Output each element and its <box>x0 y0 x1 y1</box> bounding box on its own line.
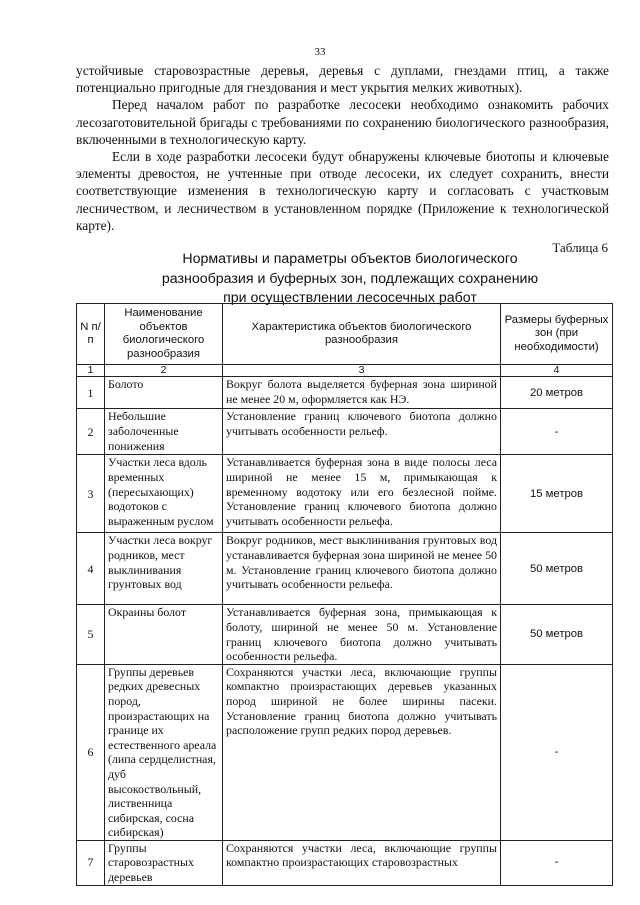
row-num: 3 <box>77 455 105 533</box>
table-row <box>77 840 613 885</box>
table-row <box>77 533 613 605</box>
header-num: N п/п <box>77 304 105 365</box>
row-desc: Устанавливается буферная зона в виде полосы леса шириной не менее 15 м, примыкающая к временному водотоку или его безлесной пойме. Установление границ ключевого биотопа должно учитывать особенности рельефа. <box>223 455 501 533</box>
table-title: Нормативы и параметры объектов биологического разнообразия и буферных зон, подлежащих сохранению при осуществлении лесосечных работ <box>161 251 539 306</box>
row-size: - <box>501 664 613 840</box>
page-number: 33 <box>314 46 326 58</box>
row-size: - <box>501 840 613 885</box>
body-text <box>76 62 609 234</box>
col-index: 1 <box>77 365 105 377</box>
column-index-row <box>77 365 613 377</box>
paragraph-3: Если в ходе разработки лесосеки будут обнаружены ключевые биотопы и ключевые элементы древостоя, не учтенные при отводе лесосеки, их следует сохранить, внести соответствующие изменения в технологическую карту и согласовать с участковым лесничеством, и лесничеством в установленном порядке (Приложение к технологической карте). <box>76 149 609 233</box>
row-num: 7 <box>77 840 105 885</box>
table-row <box>77 409 613 455</box>
row-desc: Вокруг болота выделяется буферная зона шириной не менее 20 м, оформляется как НЭ. <box>223 377 501 409</box>
row-num: 2 <box>77 409 105 455</box>
col-index: 4 <box>501 365 613 377</box>
norms-table <box>76 303 613 886</box>
row-size: 50 метров <box>501 533 613 605</box>
row-size: 50 метров <box>501 605 613 664</box>
row-desc: Сохраняются участки леса, включающие группы компактно произрастающих старовозрастных <box>223 840 501 885</box>
row-name: Участки леса вдоль временных (пересыхающих) водотоков с выраженным руслом <box>105 455 223 533</box>
table-row <box>77 605 613 664</box>
row-size: - <box>501 409 613 455</box>
table-row <box>77 455 613 533</box>
row-num: 1 <box>77 377 105 409</box>
row-name: Участки леса вокруг родников, мест выклинивания грунтовых вод <box>105 533 223 605</box>
header-desc: Характеристика объектов биологического разнообразия <box>223 304 501 365</box>
table-label: Таблица 6 <box>552 240 608 255</box>
paragraph-2: Перед началом работ по разработке лесосеки необходимо ознакомить рабочих лесозаготовительной бригады с требованиями по сохранению биологического разнообразия, включенными в технологическую карту. <box>76 97 609 147</box>
col-index: 3 <box>223 365 501 377</box>
row-name: Группы деревьев редких древесных пород, произрастающих на границе их естественного ареала (липа сердцелистная, дуб высокоствольный, лиственница сибирская, сосна сибирская) <box>105 664 223 840</box>
row-desc: Сохраняются участки леса, включающие группы компактно произрастающих деревьев указанных пород шириной не более ширины пасеки. Установление границ биотопа должно учитывать расположение групп редких пород деревьев. <box>223 664 501 840</box>
row-desc: Устанавливается буферная зона, примыкающая к болоту, шириной не менее 50 м. Установление границ ключевого биотопа должно учитывать особенности рельефа. <box>223 605 501 664</box>
row-num: 5 <box>77 605 105 664</box>
col-index: 2 <box>105 365 223 377</box>
row-name: Болото <box>105 377 223 409</box>
row-desc: Установление границ ключевого биотопа должно учитывать особенности рельеф. <box>223 409 501 455</box>
header-size: Размеры буферных зон (при необходимости) <box>501 304 613 365</box>
row-size: 15 метров <box>501 455 613 533</box>
row-name: Окраины болот <box>105 605 223 664</box>
row-name: Небольшие заболоченные понижения <box>105 409 223 455</box>
table-row <box>77 664 613 840</box>
table-row <box>77 377 613 409</box>
row-num: 6 <box>77 664 105 840</box>
row-name: Группы старовозрастных деревьев <box>105 840 223 885</box>
row-desc: Вокруг родников, мест выклинивания грунтовых вод устанавливается буферная зона шириной не менее 50 м. Установление границ ключевого биотопа должно учитывать особенности рельефа. <box>223 533 501 605</box>
row-num: 4 <box>77 533 105 605</box>
header-name: Наименование объектов биологического разнообразия <box>105 304 223 365</box>
row-size: 20 метров <box>501 377 613 409</box>
paragraph-1: устойчивые старовозрастные деревья, деревья с дуплами, гнездами птиц, а также потенциально пригодные для гнездования и мест укрытия мелких животных). <box>76 63 609 96</box>
